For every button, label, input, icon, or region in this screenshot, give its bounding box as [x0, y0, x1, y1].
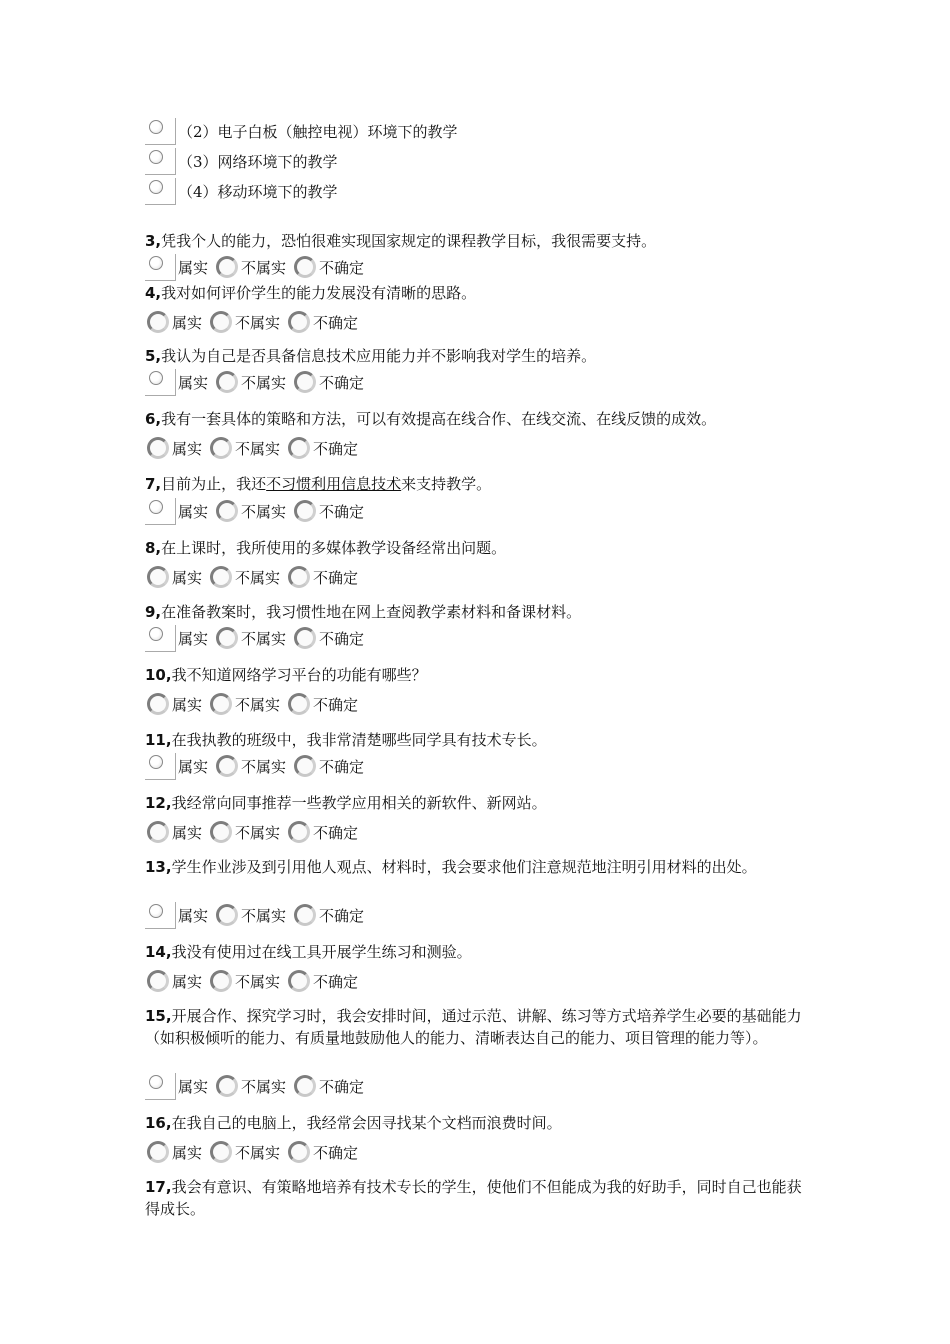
radio-button[interactable] [149, 120, 163, 134]
question-4 [145, 282, 810, 304]
answer-label-true: 属实 [172, 823, 203, 842]
radio-button-true[interactable] [147, 693, 169, 715]
answer-row-13 [145, 902, 370, 928]
radio-button-true[interactable] [149, 371, 163, 385]
answer-label-unsure: 不确定 [319, 906, 365, 925]
option-label: （2）电子白板（触控电视）环境下的教学 [178, 122, 458, 141]
radio-button-unsure[interactable] [288, 311, 310, 333]
answer-row-8 [145, 564, 364, 590]
answer-label-false: 不属实 [241, 906, 287, 925]
radio-button-unsure[interactable] [288, 821, 310, 843]
answer-label-false: 不属实 [235, 439, 281, 458]
answer-label-false: 不属实 [235, 823, 281, 842]
question-9 [145, 601, 810, 623]
question-10 [145, 664, 810, 686]
answer-label-false: 不属实 [235, 1143, 281, 1162]
radio-button-false[interactable] [216, 256, 238, 278]
radio-button-false[interactable] [210, 311, 232, 333]
radio-button-false[interactable] [216, 1075, 238, 1097]
radio-button-unsure[interactable] [294, 500, 316, 522]
question-text: 我不知道网络学习平台的功能有哪些？ [171, 666, 427, 684]
radio-button-false[interactable] [216, 371, 238, 393]
answer-label-unsure: 不确定 [319, 502, 365, 521]
question-text: 在上课时，我所使用的多媒体教学设备经常出问题。 [161, 539, 507, 557]
answer-label-true: 属实 [172, 972, 203, 991]
question-text-underlined: 不习惯利用信息技术 [266, 475, 402, 493]
question-number: 4, [145, 284, 162, 302]
question-15 [145, 1005, 810, 1049]
question-8 [145, 537, 810, 559]
radio-button-false[interactable] [210, 566, 232, 588]
question-7 [145, 473, 810, 495]
question-number: 13, [145, 858, 172, 876]
radio-button-false[interactable] [216, 627, 238, 649]
question-number: 12, [145, 794, 172, 812]
radio-button-true[interactable] [147, 437, 169, 459]
question-number: 17, [145, 1178, 172, 1196]
question-number: 3, [145, 232, 162, 250]
radio-button[interactable] [149, 150, 163, 164]
question-13 [145, 856, 810, 878]
top-option-3[interactable] [145, 148, 338, 174]
answer-label-true: 属实 [172, 1143, 203, 1162]
answer-label-unsure: 不确定 [313, 1143, 359, 1162]
question-text: 我有一套具体的策略和方法，可以有效提高在线合作、在线交流、在线反馈的成效。 [161, 410, 717, 428]
radio-button-true[interactable] [147, 970, 169, 992]
answer-row-12 [145, 819, 364, 845]
radio-button[interactable] [149, 180, 163, 194]
answer-row-9 [145, 625, 370, 651]
question-number: 14, [145, 943, 172, 961]
question-text: 开展合作、探究学习时，我会安排时间，通过示范、讲解、练习等方式培养学生必要的基础能力（如积极倾听的能力、有质量地鼓励他人的能力、清晰表达自己的能力、项目管理的能力等）。 [145, 1007, 802, 1047]
question-text: 学生作业涉及到引用他人观点、材料时，我会要求他们注意规范地注明引用材料的出处。 [171, 858, 757, 876]
question-text: 我经常向同事推荐一些教学应用相关的新软件、新网站。 [171, 794, 547, 812]
answer-label-true: 属实 [172, 313, 203, 332]
answer-label-false: 不属实 [241, 502, 287, 521]
radio-button-true[interactable] [149, 755, 163, 769]
question-number: 16, [145, 1114, 172, 1132]
question-text-after: 来支持教学。 [401, 475, 492, 493]
question-6 [145, 408, 810, 430]
option-label: （4）移动环境下的教学 [178, 182, 338, 201]
answer-label-true: 属实 [178, 1077, 209, 1096]
question-3 [145, 230, 810, 252]
answer-label-unsure: 不确定 [313, 823, 359, 842]
question-text: 在我自己的电脑上，我经常会因寻找某个文档而浪费时间。 [171, 1114, 562, 1132]
question-number: 6, [145, 410, 162, 428]
question-number: 10, [145, 666, 172, 684]
answer-label-false: 不属实 [235, 313, 281, 332]
answer-label-false: 不属实 [235, 695, 281, 714]
top-option-2[interactable] [145, 118, 458, 144]
question-12 [145, 792, 810, 814]
radio-button-true[interactable] [149, 256, 163, 270]
question-text-before: 目前为止，我还 [161, 475, 267, 493]
radio-button-false[interactable] [210, 970, 232, 992]
question-16 [145, 1112, 810, 1134]
answer-row-14 [145, 968, 364, 994]
question-text: 我对如何评价学生的能力发展没有清晰的思路。 [161, 284, 477, 302]
answer-label-true: 属实 [172, 695, 203, 714]
answer-label-unsure: 不确定 [313, 439, 359, 458]
answer-label-false: 不属实 [241, 757, 287, 776]
radio-button-true[interactable] [149, 627, 163, 641]
answer-label-false: 不属实 [241, 629, 287, 648]
answer-label-false: 不属实 [241, 373, 287, 392]
radio-button-true[interactable] [149, 500, 163, 514]
answer-label-true: 属实 [178, 502, 209, 521]
answer-label-unsure: 不确定 [319, 1077, 365, 1096]
option-label: （3）网络环境下的教学 [178, 152, 338, 171]
answer-label-unsure: 不确定 [313, 568, 359, 587]
question-text: 在准备教案时，我习惯性地在网上查阅教学素材料和备课材料。 [161, 603, 582, 621]
radio-button-true[interactable] [147, 311, 169, 333]
answer-label-true: 属实 [178, 906, 209, 925]
radio-button-true[interactable] [147, 566, 169, 588]
radio-button-false[interactable] [210, 437, 232, 459]
answer-label-true: 属实 [172, 439, 203, 458]
answer-row-10 [145, 691, 364, 717]
answer-row-7 [145, 498, 370, 524]
answer-label-true: 属实 [178, 373, 209, 392]
question-number: 11, [145, 731, 172, 749]
answer-row-3 [145, 254, 370, 280]
question-text: 我会有意识、有策略地培养有技术专长的学生，使他们不但能成为我的好助手，同时自己也能获得成长。 [145, 1178, 802, 1218]
question-17 [145, 1176, 810, 1220]
question-11 [145, 729, 810, 751]
answer-label-false: 不属实 [241, 1077, 287, 1096]
answer-row-5 [145, 369, 370, 395]
answer-label-true: 属实 [178, 258, 209, 277]
question-number: 9, [145, 603, 162, 621]
answer-label-false: 不属实 [235, 568, 281, 587]
answer-label-unsure: 不确定 [319, 757, 365, 776]
radio-button-true[interactable] [147, 1141, 169, 1163]
radio-button-false[interactable] [216, 904, 238, 926]
answer-label-false: 不属实 [235, 972, 281, 991]
radio-button-false[interactable] [210, 1141, 232, 1163]
answer-label-true: 属实 [178, 629, 209, 648]
radio-button-unsure[interactable] [294, 1075, 316, 1097]
question-text: 我没有使用过在线工具开展学生练习和测验。 [171, 943, 472, 961]
answer-label-true: 属实 [172, 568, 203, 587]
question-number: 8, [145, 539, 162, 557]
radio-button-unsure[interactable] [294, 755, 316, 777]
radio-button-unsure[interactable] [294, 627, 316, 649]
answer-row-16 [145, 1139, 364, 1165]
answer-row-11 [145, 753, 370, 779]
answer-label-false: 不属实 [241, 258, 287, 277]
answer-row-4 [145, 309, 364, 335]
question-14 [145, 941, 810, 963]
radio-button-true[interactable] [149, 1075, 163, 1089]
question-text: 我认为自己是否具备信息技术应用能力并不影响我对学生的培养。 [161, 347, 597, 365]
radio-button-unsure[interactable] [288, 437, 310, 459]
radio-button-false[interactable] [216, 500, 238, 522]
radio-button-true[interactable] [149, 904, 163, 918]
question-number: 5, [145, 347, 162, 365]
top-option-4[interactable] [145, 178, 338, 204]
answer-label-unsure: 不确定 [313, 695, 359, 714]
radio-button-false[interactable] [210, 693, 232, 715]
question-number: 15, [145, 1007, 172, 1025]
question-5 [145, 345, 810, 367]
radio-button-unsure[interactable] [294, 256, 316, 278]
radio-button-unsure[interactable] [288, 693, 310, 715]
radio-button-false[interactable] [216, 755, 238, 777]
radio-button-unsure[interactable] [294, 904, 316, 926]
radio-button-unsure[interactable] [294, 371, 316, 393]
answer-label-unsure: 不确定 [313, 972, 359, 991]
answer-label-unsure: 不确定 [319, 629, 365, 648]
question-number: 7, [145, 475, 162, 493]
question-text: 凭我个人的能力，恐怕很难实现国家规定的课程教学目标，我很需要支持。 [161, 232, 657, 250]
radio-button-unsure[interactable] [288, 566, 310, 588]
answer-label-unsure: 不确定 [319, 258, 365, 277]
answer-label-unsure: 不确定 [319, 373, 365, 392]
answer-label-unsure: 不确定 [313, 313, 359, 332]
answer-label-true: 属实 [178, 757, 209, 776]
radio-button-false[interactable] [210, 821, 232, 843]
question-text: 在我执教的班级中，我非常清楚哪些同学具有技术专长。 [171, 731, 547, 749]
answer-row-6 [145, 435, 364, 461]
answer-row-15 [145, 1073, 370, 1099]
radio-button-true[interactable] [147, 821, 169, 843]
radio-button-unsure[interactable] [288, 1141, 310, 1163]
radio-button-unsure[interactable] [288, 970, 310, 992]
